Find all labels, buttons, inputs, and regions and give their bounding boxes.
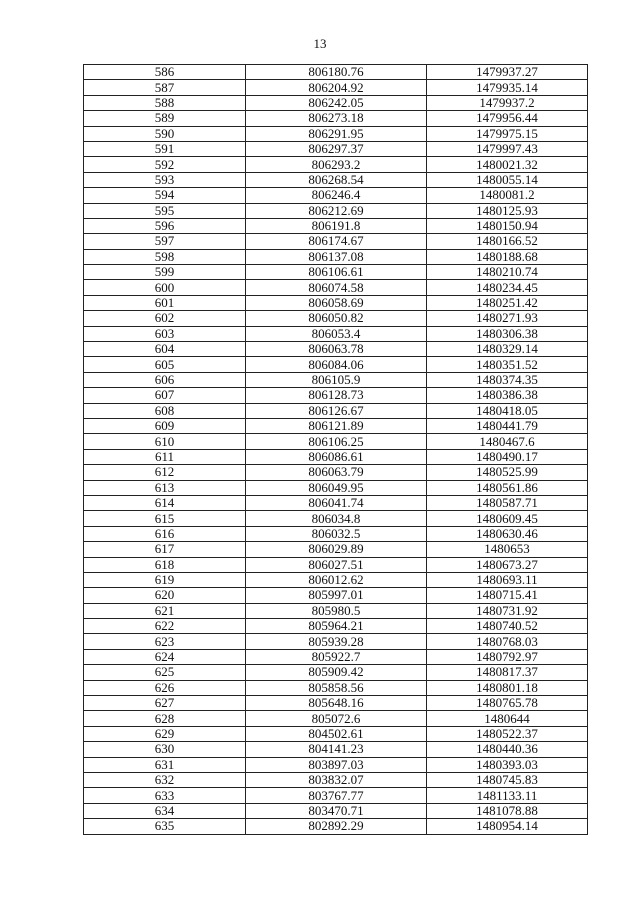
y-coordinate-cell: 1480329.14 xyxy=(427,342,588,357)
point-number-cell: 597 xyxy=(84,234,246,249)
x-coordinate-cell: 806074.58 xyxy=(246,280,427,295)
table-row xyxy=(84,557,588,572)
x-coordinate-cell: 805980.5 xyxy=(246,603,427,618)
y-coordinate-cell: 1480745.83 xyxy=(427,772,588,787)
x-coordinate-cell: 805922.7 xyxy=(246,649,427,664)
x-coordinate-cell: 806053.4 xyxy=(246,326,427,341)
point-number-cell: 594 xyxy=(84,188,246,203)
y-coordinate-cell: 1480490.17 xyxy=(427,449,588,464)
x-coordinate-cell: 806063.78 xyxy=(246,342,427,357)
x-coordinate-cell: 806291.95 xyxy=(246,126,427,141)
y-coordinate-cell: 1480306.38 xyxy=(427,326,588,341)
x-coordinate-cell: 806191.8 xyxy=(246,218,427,233)
table-row xyxy=(84,449,588,464)
y-coordinate-cell: 1480150.94 xyxy=(427,218,588,233)
point-number-cell: 606 xyxy=(84,372,246,387)
table-row xyxy=(84,696,588,711)
point-number-cell: 604 xyxy=(84,342,246,357)
y-coordinate-cell: 1480653 xyxy=(427,542,588,557)
x-coordinate-cell: 806027.51 xyxy=(246,557,427,572)
y-coordinate-cell: 1480251.42 xyxy=(427,295,588,310)
point-number-cell: 632 xyxy=(84,772,246,787)
table-row xyxy=(84,680,588,695)
x-coordinate-cell: 804141.23 xyxy=(246,742,427,757)
x-coordinate-cell: 806204.92 xyxy=(246,80,427,95)
y-coordinate-cell: 1480630.46 xyxy=(427,526,588,541)
point-number-cell: 612 xyxy=(84,465,246,480)
table-row xyxy=(84,465,588,480)
table-row xyxy=(84,603,588,618)
y-coordinate-cell: 1480587.71 xyxy=(427,495,588,510)
y-coordinate-cell: 1479935.14 xyxy=(427,80,588,95)
x-coordinate-cell: 806041.74 xyxy=(246,495,427,510)
table-row xyxy=(84,526,588,541)
table-row xyxy=(84,157,588,172)
y-coordinate-cell: 1480740.52 xyxy=(427,619,588,634)
point-number-cell: 622 xyxy=(84,619,246,634)
point-number-cell: 623 xyxy=(84,634,246,649)
y-coordinate-cell: 1480522.37 xyxy=(427,726,588,741)
x-coordinate-cell: 806050.82 xyxy=(246,311,427,326)
table-row xyxy=(84,265,588,280)
y-coordinate-cell: 1481133.11 xyxy=(427,788,588,803)
x-coordinate-cell: 806084.06 xyxy=(246,357,427,372)
point-number-cell: 628 xyxy=(84,711,246,726)
x-coordinate-cell: 806242.05 xyxy=(246,95,427,110)
x-coordinate-cell: 806058.69 xyxy=(246,295,427,310)
table-row xyxy=(84,172,588,187)
table-row xyxy=(84,326,588,341)
x-coordinate-cell: 805939.28 xyxy=(246,634,427,649)
coordinates-table-body xyxy=(84,65,588,835)
table-row xyxy=(84,141,588,156)
y-coordinate-cell: 1480525.99 xyxy=(427,465,588,480)
point-number-cell: 602 xyxy=(84,311,246,326)
x-coordinate-cell: 806268.54 xyxy=(246,172,427,187)
table-row xyxy=(84,480,588,495)
table-row xyxy=(84,726,588,741)
point-number-cell: 611 xyxy=(84,449,246,464)
y-coordinate-cell: 1480561.86 xyxy=(427,480,588,495)
x-coordinate-cell: 806086.61 xyxy=(246,449,427,464)
y-coordinate-cell: 1480801.18 xyxy=(427,680,588,695)
table-row xyxy=(84,742,588,757)
table-row xyxy=(84,203,588,218)
table-row xyxy=(84,711,588,726)
x-coordinate-cell: 806126.67 xyxy=(246,403,427,418)
table-row xyxy=(84,788,588,803)
table-row xyxy=(84,634,588,649)
y-coordinate-cell: 1480166.52 xyxy=(427,234,588,249)
x-coordinate-cell: 806029.89 xyxy=(246,542,427,557)
table-row xyxy=(84,80,588,95)
point-number-cell: 591 xyxy=(84,141,246,156)
x-coordinate-cell: 804502.61 xyxy=(246,726,427,741)
table-row xyxy=(84,418,588,433)
table-row xyxy=(84,649,588,664)
y-coordinate-cell: 1480765.78 xyxy=(427,696,588,711)
point-number-cell: 593 xyxy=(84,172,246,187)
x-coordinate-cell: 806106.61 xyxy=(246,265,427,280)
x-coordinate-cell: 806034.8 xyxy=(246,511,427,526)
y-coordinate-cell: 1480386.38 xyxy=(427,388,588,403)
y-coordinate-cell: 1480210.74 xyxy=(427,265,588,280)
x-coordinate-cell: 803470.71 xyxy=(246,803,427,818)
x-coordinate-cell: 806128.73 xyxy=(246,388,427,403)
table-row xyxy=(84,819,588,834)
table-row xyxy=(84,249,588,264)
x-coordinate-cell: 806121.89 xyxy=(246,418,427,433)
x-coordinate-cell: 806049.95 xyxy=(246,480,427,495)
table-row xyxy=(84,403,588,418)
y-coordinate-cell: 1480792.97 xyxy=(427,649,588,664)
y-coordinate-cell: 1479937.2 xyxy=(427,95,588,110)
point-number-cell: 609 xyxy=(84,418,246,433)
x-coordinate-cell: 806246.4 xyxy=(246,188,427,203)
point-number-cell: 613 xyxy=(84,480,246,495)
point-number-cell: 626 xyxy=(84,680,246,695)
point-number-cell: 625 xyxy=(84,665,246,680)
y-coordinate-cell: 1479956.44 xyxy=(427,111,588,126)
y-coordinate-cell: 1480125.93 xyxy=(427,203,588,218)
x-coordinate-cell: 805858.56 xyxy=(246,680,427,695)
table-row xyxy=(84,619,588,634)
point-number-cell: 607 xyxy=(84,388,246,403)
y-coordinate-cell: 1480768.03 xyxy=(427,634,588,649)
x-coordinate-cell: 805072.6 xyxy=(246,711,427,726)
point-number-cell: 588 xyxy=(84,95,246,110)
y-coordinate-cell: 1480271.93 xyxy=(427,311,588,326)
table-row xyxy=(84,342,588,357)
point-number-cell: 596 xyxy=(84,218,246,233)
x-coordinate-cell: 806174.67 xyxy=(246,234,427,249)
point-number-cell: 618 xyxy=(84,557,246,572)
page-number: 13 xyxy=(313,36,327,51)
point-number-cell: 610 xyxy=(84,434,246,449)
point-number-cell: 629 xyxy=(84,726,246,741)
x-coordinate-cell: 806032.5 xyxy=(246,526,427,541)
point-number-cell: 586 xyxy=(84,65,246,80)
y-coordinate-cell: 1480055.14 xyxy=(427,172,588,187)
y-coordinate-cell: 1479997.43 xyxy=(427,141,588,156)
x-coordinate-cell: 806137.08 xyxy=(246,249,427,264)
y-coordinate-cell: 1480441.79 xyxy=(427,418,588,433)
y-coordinate-cell: 1479975.15 xyxy=(427,126,588,141)
point-number-cell: 635 xyxy=(84,819,246,834)
table-row xyxy=(84,542,588,557)
x-coordinate-cell: 805997.01 xyxy=(246,588,427,603)
point-number-cell: 621 xyxy=(84,603,246,618)
y-coordinate-cell: 1480393.03 xyxy=(427,757,588,772)
table-row xyxy=(84,218,588,233)
y-coordinate-cell: 1480374.35 xyxy=(427,372,588,387)
table-row xyxy=(84,372,588,387)
point-number-cell: 634 xyxy=(84,803,246,818)
point-number-cell: 587 xyxy=(84,80,246,95)
table-row xyxy=(84,803,588,818)
point-number-cell: 624 xyxy=(84,649,246,664)
y-coordinate-cell: 1480817.37 xyxy=(427,665,588,680)
table-row xyxy=(84,188,588,203)
point-number-cell: 631 xyxy=(84,757,246,772)
y-coordinate-cell: 1480351.52 xyxy=(427,357,588,372)
x-coordinate-cell: 805964.21 xyxy=(246,619,427,634)
point-number-cell: 617 xyxy=(84,542,246,557)
y-coordinate-cell: 1480188.68 xyxy=(427,249,588,264)
point-number-cell: 620 xyxy=(84,588,246,603)
x-coordinate-cell: 806180.76 xyxy=(246,65,427,80)
x-coordinate-cell: 806012.62 xyxy=(246,572,427,587)
point-number-cell: 633 xyxy=(84,788,246,803)
y-coordinate-cell: 1480467.6 xyxy=(427,434,588,449)
point-number-cell: 627 xyxy=(84,696,246,711)
table-row xyxy=(84,772,588,787)
y-coordinate-cell: 1480731.92 xyxy=(427,603,588,618)
point-number-cell: 603 xyxy=(84,326,246,341)
y-coordinate-cell: 1480715.41 xyxy=(427,588,588,603)
y-coordinate-cell: 1480644 xyxy=(427,711,588,726)
x-coordinate-cell: 802892.29 xyxy=(246,819,427,834)
point-number-cell: 599 xyxy=(84,265,246,280)
y-coordinate-cell: 1479937.27 xyxy=(427,65,588,80)
table-row xyxy=(84,495,588,510)
point-number-cell: 615 xyxy=(84,511,246,526)
x-coordinate-cell: 806212.69 xyxy=(246,203,427,218)
point-number-cell: 605 xyxy=(84,357,246,372)
table-row xyxy=(84,388,588,403)
table-row xyxy=(84,588,588,603)
y-coordinate-cell: 1480609.45 xyxy=(427,511,588,526)
table-row xyxy=(84,357,588,372)
y-coordinate-cell: 1480081.2 xyxy=(427,188,588,203)
y-coordinate-cell: 1480673.27 xyxy=(427,557,588,572)
x-coordinate-cell: 803832.07 xyxy=(246,772,427,787)
y-coordinate-cell: 1480021.32 xyxy=(427,157,588,172)
point-number-cell: 601 xyxy=(84,295,246,310)
y-coordinate-cell: 1480440.36 xyxy=(427,742,588,757)
x-coordinate-cell: 806063.79 xyxy=(246,465,427,480)
table-row xyxy=(84,95,588,110)
table-row xyxy=(84,757,588,772)
x-coordinate-cell: 805648.16 xyxy=(246,696,427,711)
point-number-cell: 608 xyxy=(84,403,246,418)
table-row xyxy=(84,111,588,126)
coordinates-table xyxy=(83,64,588,835)
y-coordinate-cell: 1480418.05 xyxy=(427,403,588,418)
point-number-cell: 592 xyxy=(84,157,246,172)
x-coordinate-cell: 803767.77 xyxy=(246,788,427,803)
x-coordinate-cell: 806105.9 xyxy=(246,372,427,387)
table-row xyxy=(84,434,588,449)
table-row xyxy=(84,665,588,680)
table-row xyxy=(84,311,588,326)
point-number-cell: 598 xyxy=(84,249,246,264)
table-row xyxy=(84,295,588,310)
point-number-cell: 595 xyxy=(84,203,246,218)
table-row xyxy=(84,65,588,80)
x-coordinate-cell: 806273.18 xyxy=(246,111,427,126)
x-coordinate-cell: 806293.2 xyxy=(246,157,427,172)
table-row xyxy=(84,572,588,587)
y-coordinate-cell: 1480693.11 xyxy=(427,572,588,587)
table-row xyxy=(84,280,588,295)
x-coordinate-cell: 803897.03 xyxy=(246,757,427,772)
x-coordinate-cell: 806297.37 xyxy=(246,141,427,156)
table-row xyxy=(84,511,588,526)
x-coordinate-cell: 805909.42 xyxy=(246,665,427,680)
point-number-cell: 600 xyxy=(84,280,246,295)
point-number-cell: 614 xyxy=(84,495,246,510)
y-coordinate-cell: 1481078.88 xyxy=(427,803,588,818)
table-row xyxy=(84,126,588,141)
point-number-cell: 590 xyxy=(84,126,246,141)
point-number-cell: 616 xyxy=(84,526,246,541)
table-row xyxy=(84,234,588,249)
point-number-cell: 630 xyxy=(84,742,246,757)
y-coordinate-cell: 1480234.45 xyxy=(427,280,588,295)
point-number-cell: 589 xyxy=(84,111,246,126)
y-coordinate-cell: 1480954.14 xyxy=(427,819,588,834)
point-number-cell: 619 xyxy=(84,572,246,587)
x-coordinate-cell: 806106.25 xyxy=(246,434,427,449)
